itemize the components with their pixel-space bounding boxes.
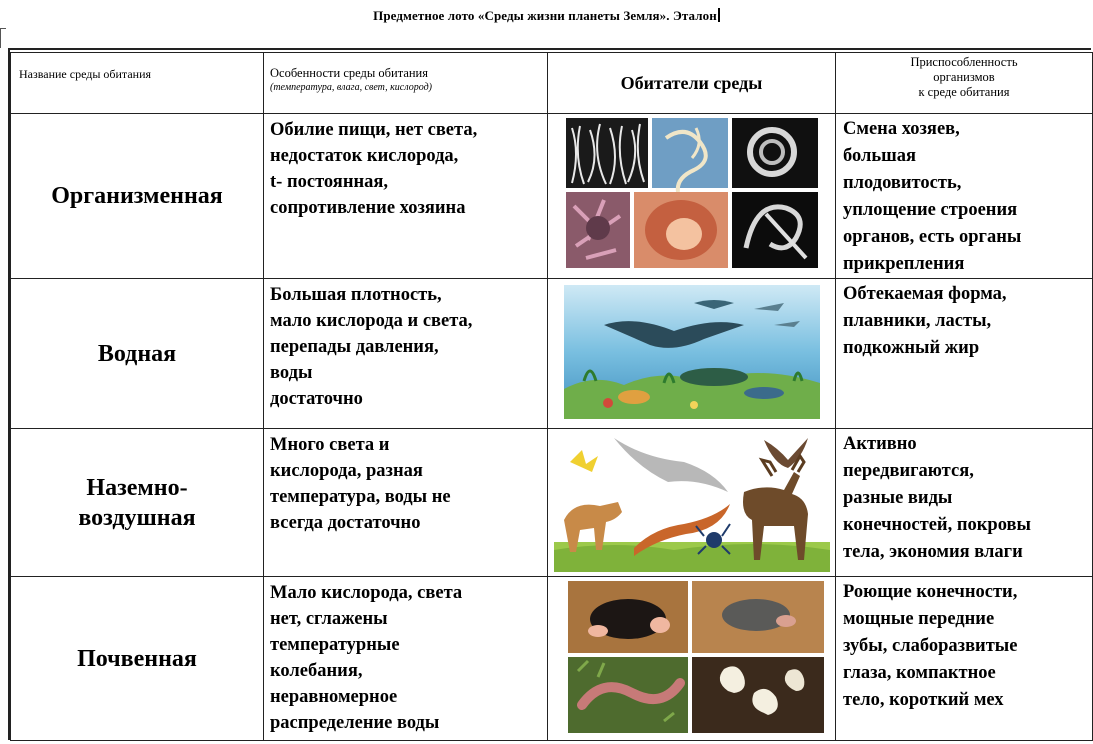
table-row — [11, 429, 1093, 577]
habitat-adaptation: Роющие конечности, мощные передние зубы, слаборазвитые глаза, компактное тело, короткий мех — [836, 577, 1093, 741]
habitat-features: Обилие пищи, нет света, недостаток кислорода, t- постоянная, сопротивление хозяина — [264, 114, 548, 279]
header-row — [11, 53, 1093, 114]
habitat-name: Организменная — [11, 114, 264, 279]
header-name: Название среды обитания — [11, 53, 264, 114]
table-row — [11, 114, 1093, 279]
document-title: Предметное лото «Среды жизни планеты Земля». Эталон — [0, 8, 1093, 30]
habitat-name: Наземно- воздушная — [11, 429, 264, 577]
soil-animals-collage — [568, 581, 824, 733]
table-row — [11, 577, 1093, 741]
page-edge-mark — [0, 28, 6, 48]
header-inhabitants: Обитатели среды — [548, 53, 836, 114]
habitat-name: Водная — [11, 279, 264, 429]
habitat-features: Много света и кислорода, разная температура, воды не всегда достаточно — [264, 429, 548, 577]
land-air-image — [548, 429, 836, 577]
land-air-animals-illustration — [554, 432, 830, 572]
header-features: Особенности среды обитания (температура, влага, свет, кислород) — [264, 53, 548, 114]
habitat-adaptation: Обтекаемая форма, плавники, ласты, подкожный жир — [836, 279, 1093, 429]
parasites-image — [548, 114, 836, 279]
header-features-note: (температура, влага, свет, кислород) — [270, 82, 432, 93]
aquatic-animals-illustration — [564, 285, 820, 419]
water-image — [548, 279, 836, 429]
text-cursor — [718, 8, 720, 22]
habitat-table — [10, 52, 1093, 741]
habitat-features: Большая плотность, мало кислорода и света, перепады давления, воды достаточно — [264, 279, 548, 429]
parasites-collage — [566, 118, 818, 268]
habitat-adaptation: Смена хозяев, большая плодовитость, уплощение строения органов, есть органы прикрепления — [836, 114, 1093, 279]
table-row — [11, 279, 1093, 429]
habitat-features: Мало кислорода, света нет, сглажены температурные колебания, неравномерное распределение воды — [264, 577, 548, 741]
habitat-name: Почвенная — [11, 577, 264, 741]
soil-image — [548, 577, 836, 741]
habitat-adaptation: Активно передвигаются, разные виды конечностей, покровы тела, экономия влаги — [836, 429, 1093, 577]
header-adaptation: Приспособленность организмов к среде обитания — [836, 53, 1093, 114]
